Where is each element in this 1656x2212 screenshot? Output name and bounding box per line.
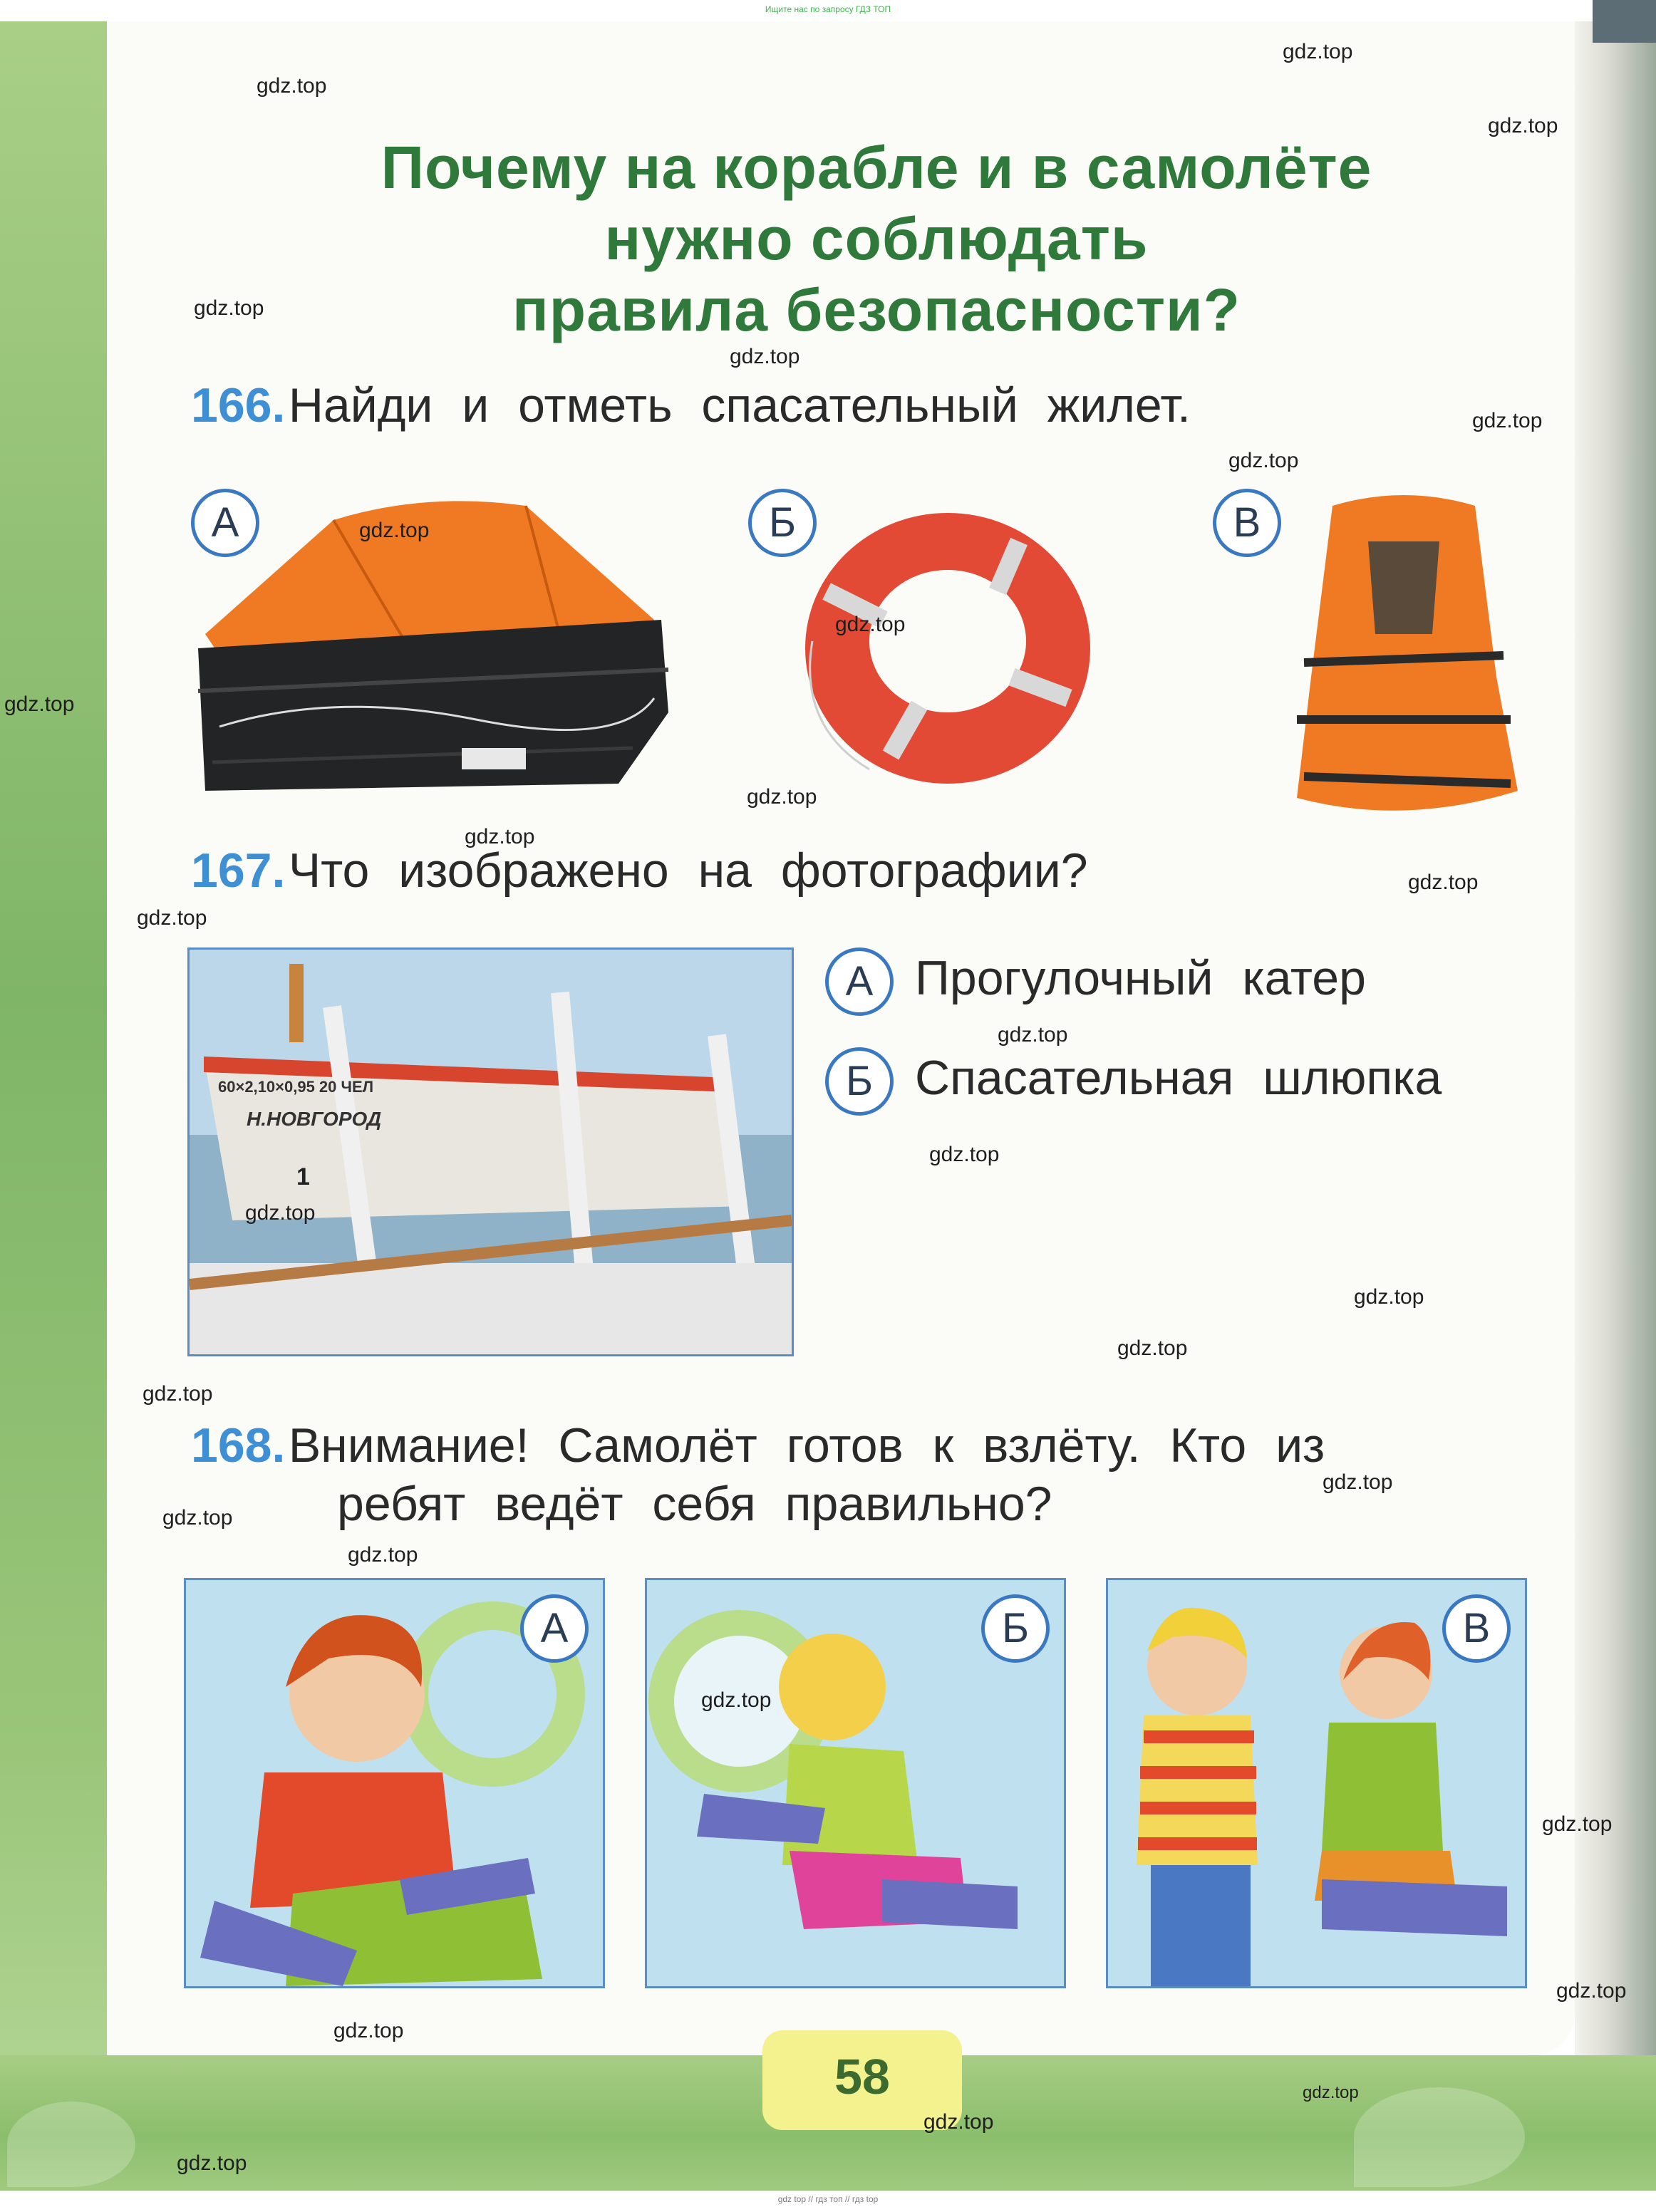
- watermark: gdz.top: [4, 692, 75, 716]
- watermark: gdz.top: [1228, 449, 1299, 472]
- header-note: Ищите нас по запросу ГДЗ ТОП: [765, 4, 891, 14]
- option-badge-c[interactable]: В: [1442, 1594, 1511, 1663]
- watermark: gdz.top: [701, 1688, 772, 1712]
- option-image-c[interactable]: [1275, 492, 1532, 826]
- watermark: gdz.top: [998, 1023, 1068, 1047]
- answer-badge-a[interactable]: А: [825, 947, 894, 1016]
- question-number: 166.: [191, 378, 286, 432]
- option-badge-b[interactable]: Б: [981, 1594, 1050, 1663]
- leaf-decoration: [1354, 2087, 1525, 2187]
- leaf-decoration: [7, 2102, 135, 2187]
- title-line: Почему на корабле и в самолёте: [381, 134, 1372, 201]
- option-image-a[interactable]: [191, 477, 676, 834]
- watermark: gdz.top: [1472, 409, 1543, 432]
- answer-text-b[interactable]: Спасательная шлюпка: [915, 1051, 1442, 1105]
- watermark: gdz.top: [194, 296, 264, 320]
- question-text: Внимание! Самолёт готов к взлёту. Кто из: [288, 1418, 1325, 1473]
- watermark: gdz.top: [1542, 1812, 1613, 1836]
- watermark: gdz.top: [1303, 2083, 1359, 2102]
- lifeboat-photo: [187, 947, 794, 1356]
- watermark: gdz.top: [143, 1382, 213, 1406]
- question-number: 168.: [191, 1418, 286, 1473]
- title-line: нужно соблюдать: [604, 205, 1149, 272]
- watermark: gdz.top: [245, 1201, 316, 1225]
- right-page-edge: [1575, 21, 1656, 2191]
- page-title: [214, 132, 1539, 346]
- watermark: gdz.top: [1408, 871, 1479, 894]
- option-badge-a[interactable]: А: [191, 489, 259, 557]
- watermark: gdz.top: [1488, 114, 1558, 137]
- option-badge-b[interactable]: Б: [748, 489, 817, 557]
- watermark: gdz.top: [923, 2110, 994, 2134]
- watermark: gdz.top: [359, 519, 430, 542]
- question-text-continued: ребят ведёт себя правильно?: [337, 1477, 1052, 1531]
- watermark: gdz.top: [257, 74, 327, 98]
- lifeboat-name-label: Н.НОВГОРОД: [247, 1108, 382, 1130]
- watermark: gdz.top: [137, 906, 207, 930]
- watermark: gdz.top: [1323, 1470, 1393, 1494]
- watermark: gdz.top: [1354, 1285, 1424, 1309]
- watermark: gdz.top: [162, 1506, 233, 1530]
- life-vest-icon: [1275, 492, 1532, 826]
- watermark: gdz.top: [747, 785, 817, 809]
- question-text: Найди и отметь спасательный жилет.: [288, 378, 1191, 432]
- watermark: gdz.top: [1117, 1336, 1188, 1360]
- left-green-margin: [0, 21, 107, 2191]
- watermark: gdz.top: [929, 1143, 1000, 1166]
- liferaft-icon: [191, 477, 676, 834]
- watermark: gdz.top: [835, 613, 906, 636]
- lifeboat-number-label: 1: [296, 1163, 310, 1190]
- option-badge-a[interactable]: А: [520, 1594, 589, 1663]
- watermark: gdz.top: [1283, 40, 1353, 63]
- watermark: gdz.top: [348, 1543, 418, 1567]
- answer-text-a[interactable]: Прогулочный катер: [915, 951, 1366, 1005]
- option-badge-c[interactable]: В: [1213, 489, 1281, 557]
- page-number: 58: [762, 2030, 962, 2130]
- title-line: правила безопасности?: [512, 276, 1241, 343]
- watermark: gdz.top: [333, 2019, 404, 2042]
- question-text: Что изображено на фотографии?: [288, 843, 1088, 898]
- option-image-b[interactable]: [784, 499, 1112, 798]
- question-167: [191, 843, 1088, 898]
- question-number: 167.: [191, 843, 286, 898]
- watermark: gdz.top: [730, 345, 800, 368]
- question-166: [191, 378, 1191, 433]
- watermark: gdz.top: [177, 2151, 247, 2175]
- watermark: gdz.top: [465, 825, 535, 848]
- watermark: gdz.top: [1556, 1979, 1627, 2003]
- lifeboat-illustration: [190, 950, 792, 1354]
- answer-badge-b[interactable]: Б: [825, 1047, 894, 1116]
- lifeboat-capacity-label: 60×2,10×0,95 20 ЧЕЛ: [218, 1078, 374, 1096]
- footer-note: gdz top // гдз топ // гдз top: [777, 2194, 879, 2204]
- lifebuoy-icon: [784, 499, 1112, 798]
